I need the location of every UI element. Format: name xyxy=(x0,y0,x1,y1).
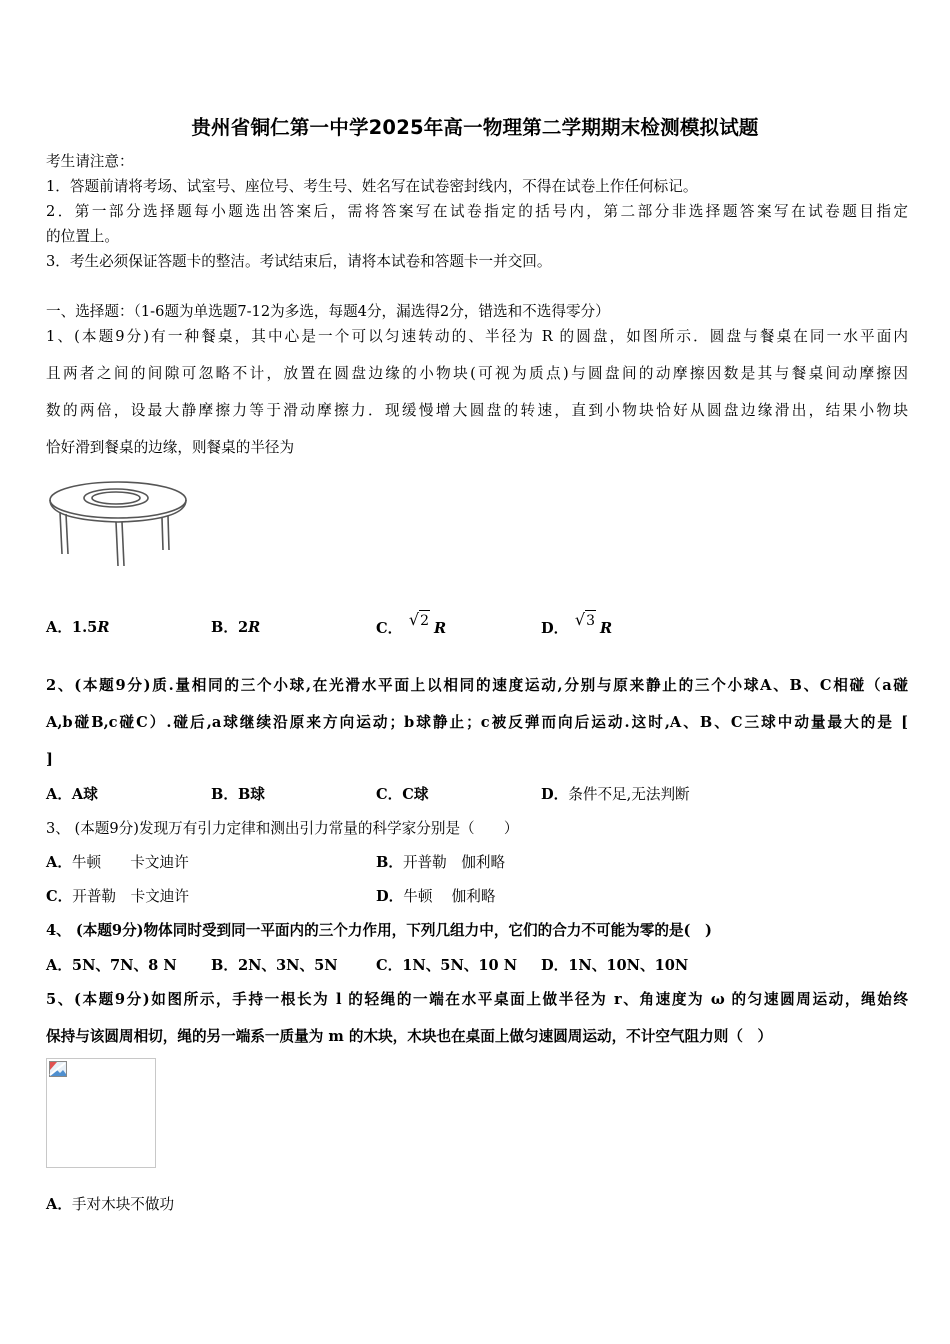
option-text: 1N、5N、10 N xyxy=(402,957,518,974)
page-title: 贵州省铜仁第一中学2025年高一物理第二学期期末检测模拟试题 xyxy=(191,116,759,139)
q5-option-a xyxy=(46,1195,174,1215)
option-label: D． xyxy=(541,786,569,803)
option-label: D． xyxy=(376,888,404,905)
option-text: 牛顿 卡文迪许 xyxy=(71,854,189,871)
option-text: 开普勒 伽利略 xyxy=(402,854,506,871)
option-label: C． xyxy=(376,957,403,974)
q3-option-b xyxy=(376,853,505,873)
option-value: 1.5 xyxy=(71,619,98,636)
option-label: B． xyxy=(211,957,238,974)
q4-option-a xyxy=(46,956,177,976)
option-text: 5N、7N、8 N xyxy=(71,957,177,974)
q2-line-3: ] xyxy=(46,751,53,768)
q4-option-c xyxy=(376,956,517,976)
section-heading: 一、选择题：（1-6题为单选题7-12为多选，每题4分，漏选得2分，错选和不选得零分） xyxy=(46,303,610,320)
q1-line-2: 且两者之间的间隙可忽略不计，放置在圆盘边缘的小物块(可视为质点)与圆盘间的动摩擦因数是其与餐桌间动摩擦因 xyxy=(46,365,908,382)
q2-option-d xyxy=(541,785,690,805)
q2-line-2: A,b碰B,c碰C）.碰后,a球继续沿原来方向运动；b球静止；c被反弹而向后运动.这时,A、B、C三球中动量最大的是 [ xyxy=(46,714,908,731)
radicand: 2 xyxy=(419,610,430,631)
q3-line: 3、 (本题9分)发现万有引力定律和测出引力常量的科学家分别是（ ） xyxy=(46,820,519,837)
notice-item-2: 2．第一部分选择题每小题选出答案后，需将答案写在试卷指定的括号内，第二部分非选择题答案写在试卷题目指定 xyxy=(46,203,908,220)
option-text: 开普勒 卡文迪许 xyxy=(72,888,189,905)
q3-option-d xyxy=(376,887,495,907)
option-text: 条件不足,无法判断 xyxy=(568,786,690,803)
radicand: 3 xyxy=(585,610,596,631)
q3-option-a xyxy=(46,853,189,873)
option-text: 手对木块不做功 xyxy=(71,1196,175,1213)
q1-option-a xyxy=(46,618,109,638)
option-label: A． xyxy=(46,957,72,974)
q1-option-b xyxy=(211,618,260,638)
option-label: A． xyxy=(46,619,72,636)
option-text: 牛顿 伽利略 xyxy=(403,888,496,905)
sqrt-expression: √3 xyxy=(574,610,596,629)
broken-image-placeholder xyxy=(46,1058,156,1168)
q2-option-a xyxy=(46,785,98,805)
option-text: B球 xyxy=(237,786,265,803)
q5-line-1: 5、(本题9分)如图所示，手持一根长为 l 的轻绳的一端在水平桌面上做半径为 r、角速度为 ω 的匀速圆周运动，绳始终 xyxy=(46,991,908,1008)
option-label: A． xyxy=(46,1196,72,1213)
option-label: B． xyxy=(211,786,238,803)
option-text: 1N、10N、10N xyxy=(568,957,689,974)
q1-line-4: 恰好滑到餐桌的边缘，则餐桌的半径为 xyxy=(46,439,295,456)
option-label: C． xyxy=(376,620,403,637)
option-text: A球 xyxy=(71,786,98,803)
q2-option-b xyxy=(211,785,265,805)
option-var: R xyxy=(433,620,447,637)
option-value: 2 xyxy=(237,619,249,636)
option-text: 2N、3N、5N xyxy=(237,957,338,974)
q4-option-d xyxy=(541,956,688,976)
dining-table-figure xyxy=(46,478,194,570)
notice-item-2-cont: 的位置上。 xyxy=(46,228,119,245)
notice-item-1: 1．答题前请将考场、试室号、座位号、考生号、姓名写在试卷密封线内，不得在试卷上作任何标记。 xyxy=(46,178,698,195)
notice-item-3: 3．考生必须保证答题卡的整洁。考试结束后，请将本试卷和答题卡一并交回。 xyxy=(46,253,552,270)
broken-image-icon xyxy=(49,1061,67,1077)
option-label: D． xyxy=(541,957,569,974)
q2-option-c xyxy=(376,785,428,805)
q1-option-c xyxy=(376,610,447,639)
q5-line-2: 保持与该圆周相切，绳的另一端系一质量为 m 的木块，木块也在桌面上做匀速圆周运动，不计空气阻力则（ ） xyxy=(46,1028,773,1045)
option-var: R xyxy=(600,620,613,637)
option-label: A． xyxy=(46,854,72,871)
q4-option-b xyxy=(211,956,338,976)
q3-option-c xyxy=(46,887,189,907)
option-var: R xyxy=(97,619,110,636)
option-label: D． xyxy=(541,620,569,637)
q4-line: 4、 (本题9分)物体同时受到同一平面内的三个力作用，下列几组力中，它们的合力不可能为零的是( ) xyxy=(46,922,712,939)
option-label: C． xyxy=(376,786,403,803)
option-label: B． xyxy=(376,854,403,871)
q1-line-1: 1、(本题9分)有一种餐桌，其中心是一个可以匀速转动的、半径为 R 的圆盘，如图所示．圆盘与餐桌在同一水平面内 xyxy=(46,328,908,345)
q2-line-1: 2、(本题9分)质.量相同的三个小球,在光滑水平面上以相同的速度运动,分别与原来静止的三个小球A、B、C相碰（a碰 xyxy=(46,677,908,694)
q1-option-d xyxy=(541,610,613,639)
sqrt-expression: √2 xyxy=(408,610,429,629)
option-label: B． xyxy=(211,619,238,636)
notice-heading: 考生请注意： xyxy=(46,153,134,170)
option-var: R xyxy=(248,619,261,636)
option-label: A． xyxy=(46,786,72,803)
q1-line-3: 数的两倍，设最大静摩擦力等于滑动摩擦力．现缓慢增大圆盘的转速，直到小物块恰好从圆盘边缘滑出，结果小物块 xyxy=(46,402,908,419)
option-text: C球 xyxy=(402,786,429,803)
option-label: C． xyxy=(46,888,73,905)
